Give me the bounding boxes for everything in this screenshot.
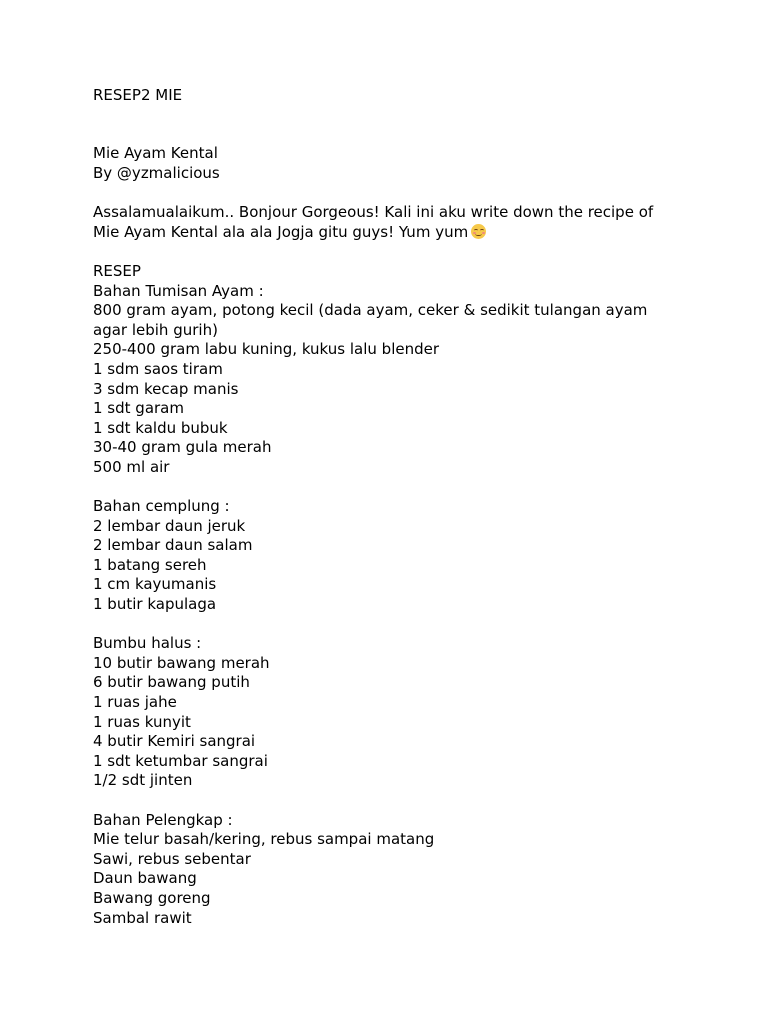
intro-line-2-text: Mie Ayam Kental ala ala Jogja gitu guys! Yum yum: [93, 222, 469, 241]
list-item: 4 butir Kemiri sangrai: [93, 732, 256, 751]
list-item: Daun bawang: [93, 869, 197, 888]
list-item: 1 sdm saos tiram: [93, 359, 223, 378]
list-item: 1 sdt kaldu bubuk: [93, 418, 228, 437]
bumbu-heading: Bumbu halus :: [93, 634, 202, 653]
list-item: Bawang goreng: [93, 888, 211, 907]
list-item: 1 sdt ketumbar sangrai: [93, 751, 268, 770]
intro-line-1: Assalamualaikum.. Bonjour Gorgeous! Kali ini aku write down the recipe of: [93, 203, 654, 222]
list-item: 250-400 gram labu kuning, kukus lalu blender: [93, 340, 440, 359]
list-item: 6 butir bawang putih: [93, 673, 250, 692]
intro-line-2: [93, 223, 693, 243]
list-item: 30-40 gram gula merah: [93, 438, 272, 457]
tumisan-list: [93, 301, 693, 477]
resep-heading: RESEP: [93, 261, 141, 280]
list-item: agar lebih gurih): [93, 320, 218, 339]
bumbu-list: [93, 654, 693, 791]
list-item: 2 lembar daun salam: [93, 536, 253, 555]
list-item: Sambal rawit: [93, 908, 192, 927]
pelengkap-list: [93, 830, 693, 928]
list-item: 1 ruas jahe: [93, 693, 177, 712]
list-item: Sawi, rebus sebentar: [93, 849, 251, 868]
list-item: 1 cm kayumanis: [93, 575, 217, 594]
list-item: 1 sdt garam: [93, 399, 184, 418]
list-item: 800 gram ayam, potong kecil (dada ayam, ceker & sedikit tulangan ayam: [93, 301, 648, 320]
list-item: 1 batang sereh: [93, 555, 207, 574]
pelengkap-heading: Bahan Pelengkap :: [93, 810, 233, 829]
list-item: 1 ruas kunyit: [93, 712, 191, 731]
list-item: 3 sdm kecap manis: [93, 379, 239, 398]
document-title: RESEP2 MIE: [93, 86, 183, 104]
cemplung-heading: Bahan cemplung :: [93, 497, 230, 516]
document-page: [93, 86, 693, 928]
tumisan-heading: Bahan Tumisan Ayam :: [93, 281, 264, 300]
recipe-name: Mie Ayam Kental: [93, 144, 218, 163]
list-item: 10 butir bawang merah: [93, 653, 270, 672]
list-item: 1 butir kapulaga: [93, 595, 217, 614]
list-item: 2 lembar daun jeruk: [93, 516, 246, 535]
recipe-author: By @yzmalicious: [93, 163, 220, 182]
smiling-face-emoji-icon: [471, 224, 486, 239]
list-item: 500 ml air: [93, 457, 170, 476]
list-item: Mie telur basah/kering, rebus sampai matang: [93, 830, 435, 849]
cemplung-list: [93, 517, 693, 615]
list-item: 1/2 sdt jinten: [93, 771, 193, 790]
